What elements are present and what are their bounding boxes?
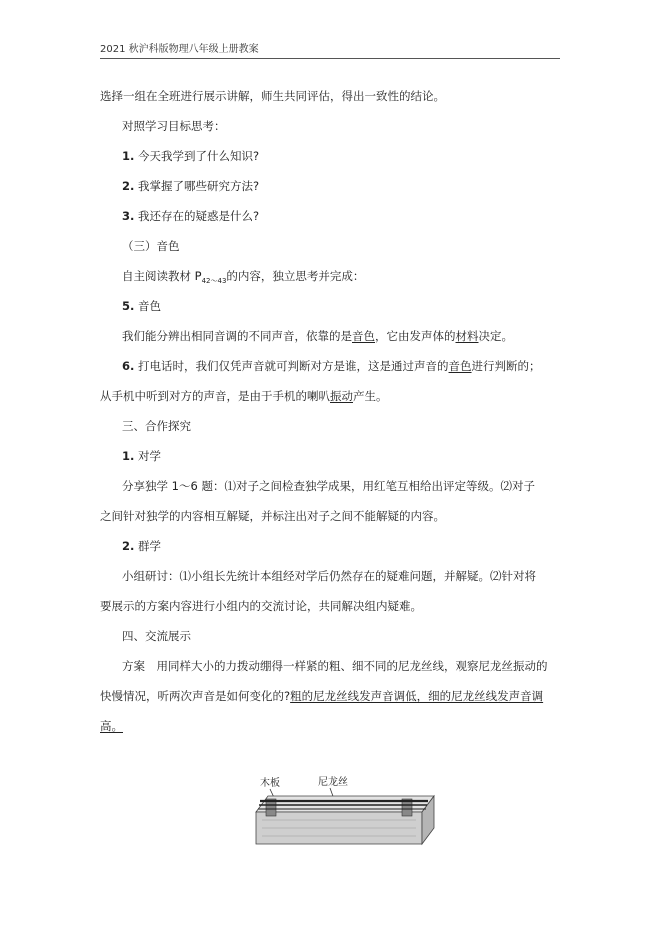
answer-timbre: 音色 bbox=[352, 329, 375, 343]
question-number: 3. bbox=[122, 209, 135, 223]
step-number: 2. bbox=[122, 539, 135, 553]
item-number: 6. bbox=[122, 359, 135, 373]
step-1 bbox=[122, 448, 161, 464]
step-number: 1. bbox=[122, 449, 135, 463]
paragraph-plan-continued bbox=[100, 688, 543, 704]
label-nylon: 尼龙丝 bbox=[318, 777, 348, 788]
apparatus-illustration bbox=[238, 768, 438, 856]
text: 产生。 bbox=[353, 389, 388, 403]
text: 从手机中听到对方的声音，是由于手机的喇叭 bbox=[100, 389, 330, 403]
item-6 bbox=[122, 358, 541, 374]
question-number: 2. bbox=[122, 179, 135, 193]
paragraph-read bbox=[122, 268, 364, 289]
answer-pitch-end: 高。 bbox=[100, 719, 123, 733]
text: 打电话时，我们仅凭声音就可判断对方是谁，这是通过声音的 bbox=[138, 359, 449, 373]
question-text: 我掌握了哪些研究方法? bbox=[138, 179, 260, 193]
paragraph-plan-end bbox=[100, 718, 123, 734]
text: 进行判断的； bbox=[471, 359, 541, 373]
question-number: 1. bbox=[122, 149, 135, 163]
answer-pitch: 粗的尼龙丝线发声音调低，细的尼龙丝线发声音调 bbox=[290, 689, 544, 703]
text: 快慢情况，听两次声音是如何变化的? bbox=[100, 689, 291, 703]
paragraph-plan: 方案 用同样大小的力拨动绷得一样紧的粗、细不同的尼龙丝线，观察尼龙丝振动的 bbox=[122, 659, 548, 673]
label-board: 木板 bbox=[260, 778, 280, 789]
step-2 bbox=[122, 538, 161, 554]
item-number: 5. bbox=[122, 299, 135, 313]
answer-material: 材料 bbox=[455, 329, 479, 343]
step-title: 群学 bbox=[138, 539, 162, 553]
question-text: 今天我学到了什么知识? bbox=[138, 149, 260, 163]
text: 决定。 bbox=[478, 329, 513, 343]
paragraph-conclusion: 选择一组在全班进行展示讲解，师生共同评估，得出一致性的结论。 bbox=[100, 89, 445, 103]
read-text: 自主阅读教材 P bbox=[122, 269, 202, 283]
paragraph-share-continued: 之间针对独学的内容相互解疑，并标注出对子之间不能解疑的内容。 bbox=[100, 509, 445, 523]
page-header: 2021 秋沪科版物理八年级上册教案 bbox=[100, 40, 560, 59]
section-timbre: （三）音色 bbox=[122, 239, 180, 253]
question-text: 我还存在的疑惑是什么? bbox=[138, 209, 260, 223]
section-display: 四、交流展示 bbox=[122, 629, 191, 643]
step-title: 对学 bbox=[138, 449, 162, 463]
question-2 bbox=[122, 178, 259, 194]
paragraph-share: 分享独学 1～6 题：⑴对子之间检查独学成果，用红笔互相给出评定等级。⑵对子 bbox=[122, 479, 535, 493]
item-6-continued bbox=[100, 388, 388, 404]
paragraph-timbre bbox=[122, 328, 513, 344]
answer-timbre: 音色 bbox=[448, 359, 472, 373]
section-cooperation: 三、合作探究 bbox=[122, 419, 191, 433]
paragraph-group: 小组研讨：⑴小组长先统计本组经对学后仍然存在的疑难问题，并解疑。⑵针对将 bbox=[122, 569, 536, 583]
read-text-end: 的内容，独立思考并完成： bbox=[226, 269, 365, 283]
page-range: 42～43 bbox=[201, 277, 227, 285]
answer-vibration: 振动 bbox=[330, 389, 353, 403]
question-1 bbox=[122, 148, 259, 164]
paragraph-reflect: 对照学习目标思考： bbox=[122, 119, 226, 133]
text: 我们能分辨出相同音调的不同声音，依靠的是 bbox=[122, 329, 352, 343]
text: ，它由发声体的 bbox=[375, 329, 456, 343]
item-5 bbox=[122, 298, 161, 314]
question-3 bbox=[122, 208, 259, 224]
nylon-string-figure bbox=[238, 768, 438, 856]
paragraph-group-continued: 要展示的方案内容进行小组内的交流讨论，共同解决组内疑难。 bbox=[100, 599, 422, 613]
item-title: 音色 bbox=[138, 299, 162, 313]
